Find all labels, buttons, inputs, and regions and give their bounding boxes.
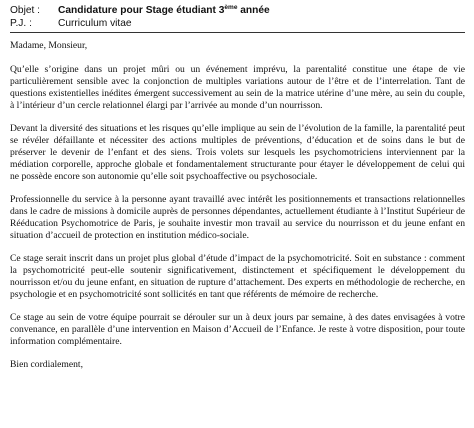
object-label: Objet : xyxy=(10,5,41,16)
paragraph-5: Ce stage au sein de votre équipe pourrait se dérouler sur un à deux jours par semaine, à des dates envisagées à votre convenance, en parallèle d’une intervention en Maison d’Accueil de l’Enfance. Je reste à votre disposition, pour toute information complémentaire. xyxy=(10,312,465,347)
letter-header xyxy=(10,4,465,33)
object-row xyxy=(10,4,465,17)
paragraph-1: Qu’elle s’origine dans un projet mûri ou un événement imprévu, la parentalité constitue une étape de vie particulièrement sensible avec la conjonction de multiples variations autour de l’être et de l’interrelation. Tant de questions existentielles inédites émergent successivement au sein de la matrice utérine d’une mère, au sein du couple, à l’intérieur d’un cercle relationnel élargi par l’arrivée au monde d’un nourrisson. xyxy=(10,64,465,111)
object-value-main: Candidature pour Stage étudiant 3 xyxy=(58,5,225,16)
letter-body xyxy=(10,40,465,371)
attachment-value: Curriculum vitae xyxy=(58,18,132,29)
paragraph-4: Ce stage serait inscrit dans un projet plus global d’étude d’impact de la psychomotricité. Soit en substance : comment la psychomotricité peut-elle soutenir significativement, distinctement et spécifiquement le développement du nourrisson et/ou du jeune enfant, en situation de rupture d’attachement. Des experts en méthodologie de recherche, en psychologie et en psychomotricité sont sollicités en tant que référents de mémoire de recherche. xyxy=(10,253,465,300)
closing: Bien cordialement, xyxy=(10,359,83,370)
object-value xyxy=(58,4,270,17)
attachment-row xyxy=(10,17,465,30)
salutation: Madame, Monsieur, xyxy=(10,40,88,51)
paragraph-3: Professionnelle du service à la personne ayant travaillé avec intérêt les positionnements et transactions relationnelles dans le cadre de missions à domicile auprès de personnes dépendantes, actuellement étudiante à l’Institut Supérieur de Rééducation Psychomotrice de Paris, je souhaite investir mon travail au service du nourrisson et du jeune enfant en situation d’accueil de protection en institution médico-sociale. xyxy=(10,194,465,241)
object-value-sup: ème xyxy=(224,4,238,11)
attachment-label: P.J. : xyxy=(10,18,32,29)
paragraph-2: Devant la diversité des situations et les risques qu’elle implique au sein de l’évolution de la famille, la parentalité peut se révéler défaillante et nécessiter des actions multiples de préventions, d’éducation et de soins dans le but de préserver le devenir de l’enfant et des siens. Trois volets sur lesquels les psychomotriciens interviennent par la médiation corporelle, approche globale et fondamentalement structurante pour étayer le développement de celui qui ne possède encore son autonomie qu’elle soit psychoaffective ou psychosociale. xyxy=(10,123,465,182)
object-value-tail: année xyxy=(237,5,270,16)
